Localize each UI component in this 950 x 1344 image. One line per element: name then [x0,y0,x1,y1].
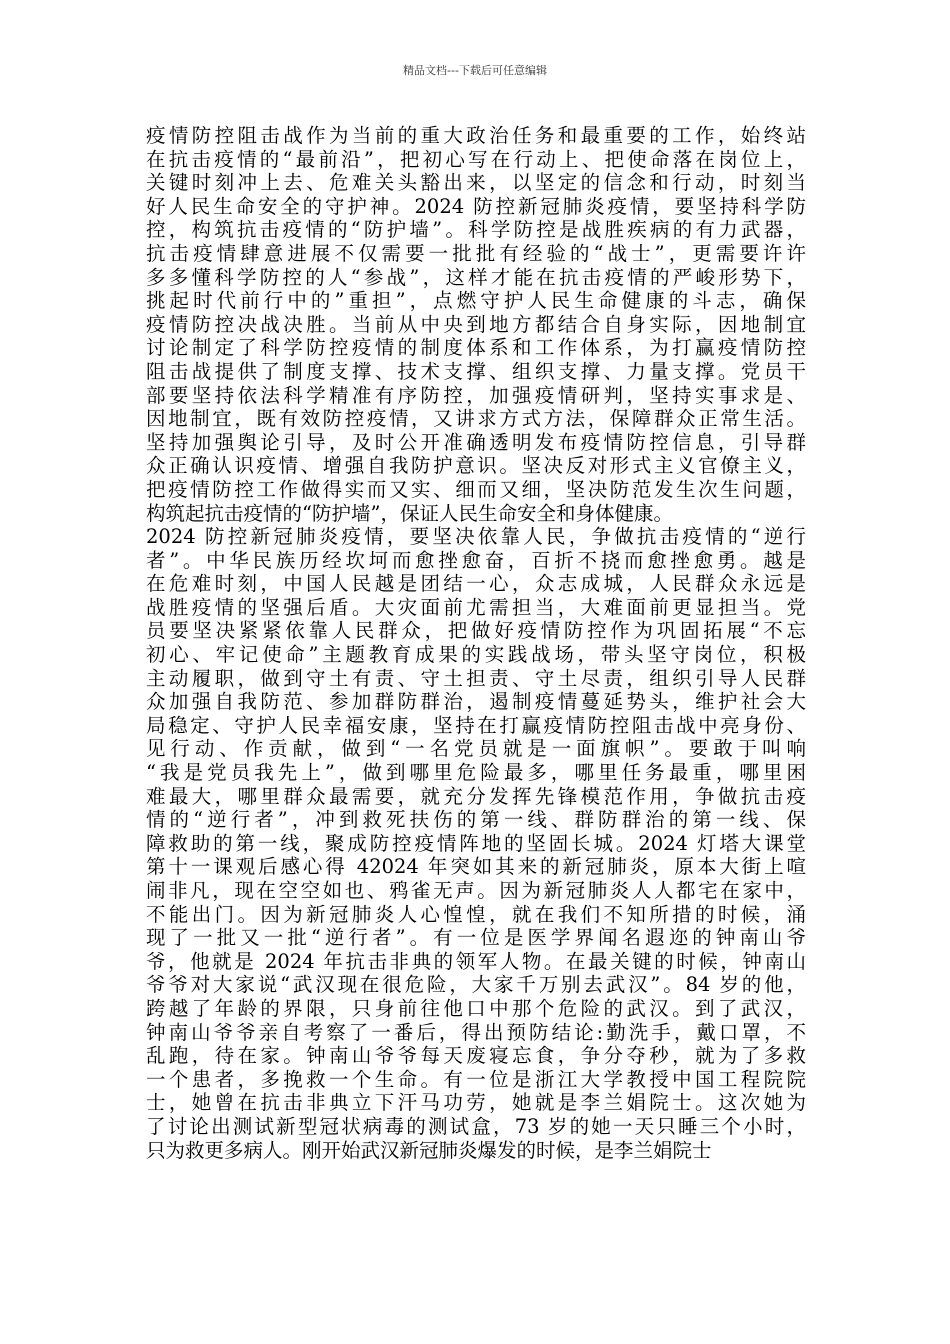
text-line: 在危难时刻，中国人民越是团结一心，众志成城，人民群众永远是 [146,572,806,596]
text-line: 情的“逆行者”，冲到救死扶伤的第一线、群防群治的第一线、保 [146,808,806,832]
text-line: 不能出门。因为新冠肺炎人心惶惶，就在我们不知所措的时候，涌 [146,902,806,926]
text-line: 闹非凡，现在空空如也、鸦雀无声。因为新冠肺炎人人都宅在家中， [146,879,806,902]
text-line: 坚持加强舆论引导，及时公开准确透明发布疫情防控信息，引导群 [146,430,806,454]
text-line: 2024 防控新冠肺炎疫情，要坚决依靠人民，争做抗击疫情的“逆行 [146,525,806,549]
text-line: 只为救更多病人。刚开始武汉新冠肺炎爆发的时候，是李兰娟院士 [146,1138,712,1162]
text-line: 难最大，哪里群众最需要，就充分发挥先锋模范作用，争做抗击疫 [146,784,806,808]
text-line: 爷，他就是 2024 年抗击非典的领军人物。在最关键的时候，钟南山 [146,949,806,973]
text-line: 爷爷对大家说“武汉现在很危险，大家千万别去武汉”。84 岁的他， [146,973,806,997]
text-line: 现了一批又一批“逆行者”。有一位是医学界闻名遐迩的钟南山爷 [146,926,806,950]
text-line: 者”。中华民族历经坎坷而愈挫愈奋，百折不挠而愈挫愈勇。越是 [146,548,806,572]
document-body [146,124,806,1162]
page-header: 精品文档---下载后可任意编辑 [403,64,547,77]
text-line: 因地制宜，既有效防控疫情，又讲求方式方法，保障群众正常生活。 [146,407,806,431]
text-line: 众正确认识疫情、增强自我防护意识。坚决反对形式主义官僚主义， [146,454,806,478]
text-line: 多多懂科学防控的人“参战”，这样才能在抗击疫情的严峻形势下， [146,265,806,289]
text-line: 在抗击疫情的“最前沿”，把初心写在行动上、把使命落在岗位上， [146,147,806,171]
text-line: 部要坚持依法科学精准有序防控，加强疫情研判，坚持实事求是、 [146,383,806,407]
text-line: 众加强自我防范、参加群防群治，遏制疫情蔓延势头，维护社会大 [146,690,806,714]
text-line: 主动履职，做到守土有责、守土担责、守土尽责，组织引导人民群 [146,666,806,690]
text-line: 一个患者，多挽救一个生命。有一位是浙江大学教授中国工程院院 [146,1067,806,1091]
text-line: 钟南山爷爷亲自考察了一番后，得出预防结论:勤洗手，戴口罩，不 [146,1020,806,1044]
text-line: 阻击战提供了制度支撑、技术支撑、组织支撑、力量支撑。党员干 [146,359,806,383]
text-line: 局稳定、守护人民幸福安康，坚持在打赢疫情防控阻击战中亮身份、 [146,713,806,737]
text-line: 战胜疫情的坚强后盾。大灾面前尤需担当，大难面前更显担当。党 [146,595,806,619]
text-line: 士，她曾在抗击非典立下汗马功劳，她就是李兰娟院士。这次她为 [146,1091,806,1115]
text-line: 员要坚决紧紧依靠人民群众，把做好疫情防控作为巩固拓展“不忘 [146,619,806,643]
text-line: 把疫情防控工作做得实而又实、细而又细，坚决防范发生次生问题， [146,477,806,501]
text-line: 初心、牢记使命”主题教育成果的实践战场，带头坚守岗位，积极 [146,643,806,667]
text-line: 构筑起抗击疫情的“防护墙”，保证人民生命安全和身体健康。 [146,501,673,525]
text-line: 跨越了年龄的界限，只身前往他口中那个危险的武汉。到了武汉， [146,996,806,1020]
text-line: 障救助的第一线，聚成防控疫情阵地的坚固长城。2024 灯塔大课堂 [146,831,806,855]
text-line: 挑起时代前行中的”重担”，点燃守护人民生命健康的斗志，确保 [146,289,806,313]
text-line: 控，构筑抗击疫情的“防护墙”。科学防控是战胜疾病的有力武器， [146,218,806,242]
text-line: 抗击疫情肆意进展不仅需要一批批有经验的“战士”，更需要许许 [146,241,806,265]
text-line: 疫情防控决战决胜。当前从中央到地方都结合自身实际，因地制宜 [146,312,806,336]
text-line: “我是党员我先上”，做到哪里危险最多，哪里任务最重，哪里困 [146,761,806,785]
text-line: 关键时刻冲上去、危难关头豁出来，以坚定的信念和行动，时刻当 [146,171,806,195]
text-line: 乱跑，待在家。钟南山爷爷每天废寝忘食，争分夺秒，就为了多救 [146,1044,806,1068]
text-line: 好人民生命安全的守护神。2024 防控新冠肺炎疫情，要坚持科学防 [146,194,806,218]
text-line: 第十一课观后感心得 42024 年突如其来的新冠肺炎，原本大街上喧 [146,855,806,879]
text-line: 了讨论出测试新型冠状病毒的测试盒，73 岁的她一天只睡三个小时， [146,1114,806,1138]
text-line: 见行动、作贡献，做到“一名党员就是一面旗帜”。要敢于叫响 [146,737,806,761]
text-line: 讨论制定了科学防控疫情的制度体系和工作体系，为打赢疫情防控 [146,336,806,360]
text-line: 疫情防控阻击战作为当前的重大政治任务和最重要的工作，始终站 [146,124,806,147]
